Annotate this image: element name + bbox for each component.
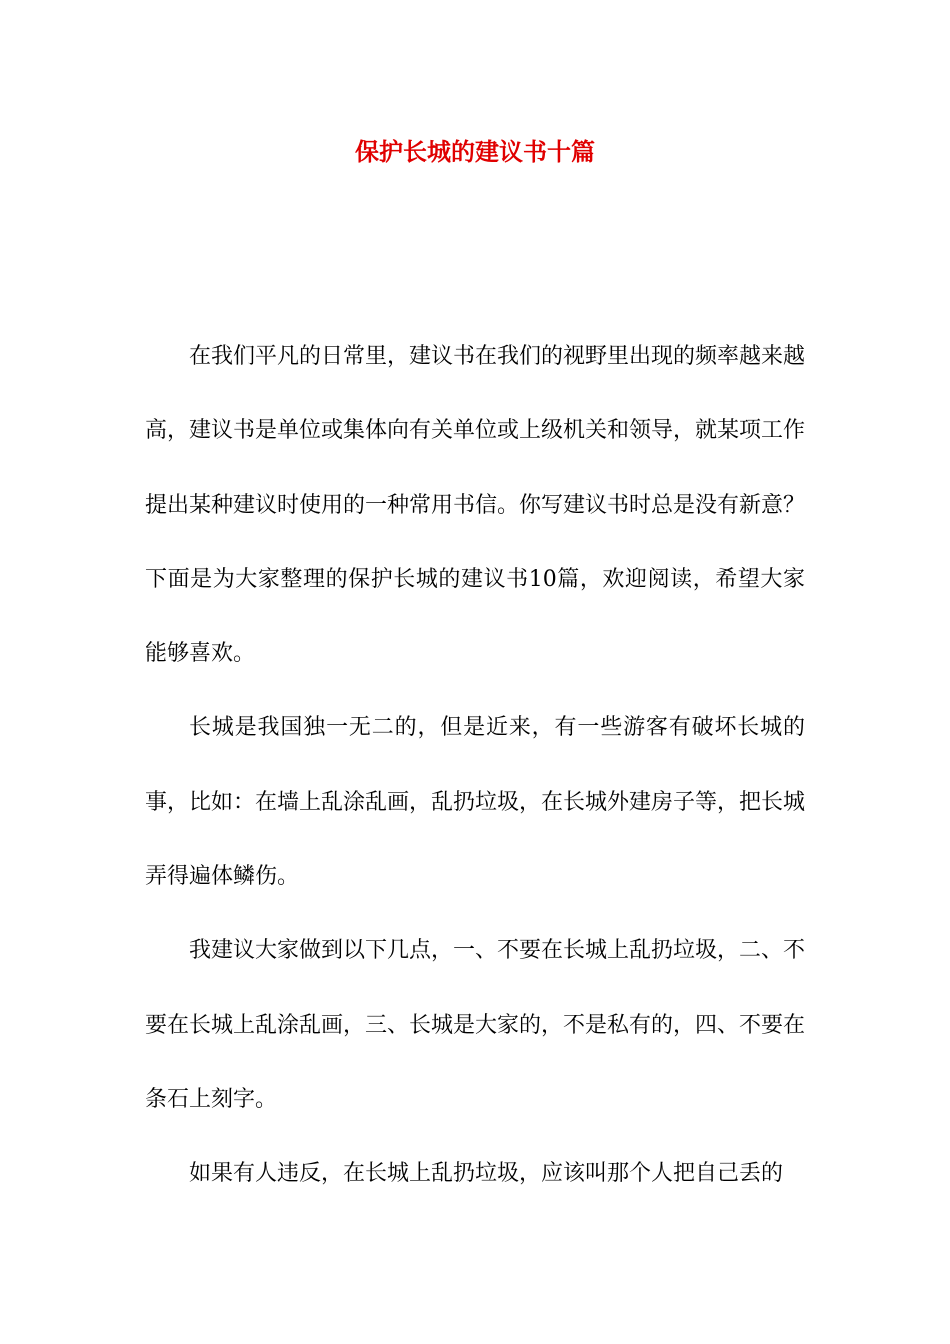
paragraph-suggestions: 我建议大家做到以下几点，一、不要在长城上乱扔垃圾，二、不要在长城上乱涂乱画，三、长城是大家的，不是私有的，四、不要在条石上刻字。 [145,938,806,1112]
paragraph-violation: 如果有人违反，在长城上乱扔垃圾，应该叫那个人把自己丢的 [189,1161,784,1187]
paragraph-intro: 在我们平凡的日常里，建议书在我们的视野里出现的频率越来越高，建议书是单位或集体向有关单位或上级机关和领导，就某项工作提出某种建议时使用的一种常用书信。你写建议书时总是没有新意？下面是为大家整理的保护长城的建议书10篇，欢迎阅读，希望大家能够喜欢。 [145,344,806,667]
document-title: 保护长城的建议书十篇 [355,137,595,166]
paragraph-great-wall-damage: 长城是我国独一无二的，但是近来，有一些游客有破坏长城的事，比如：在墙上乱涂乱画，乱扔垃圾，在长城外建房子等，把长城弄得遍体鳞伤。 [145,715,806,890]
document-body [145,320,805,1212]
